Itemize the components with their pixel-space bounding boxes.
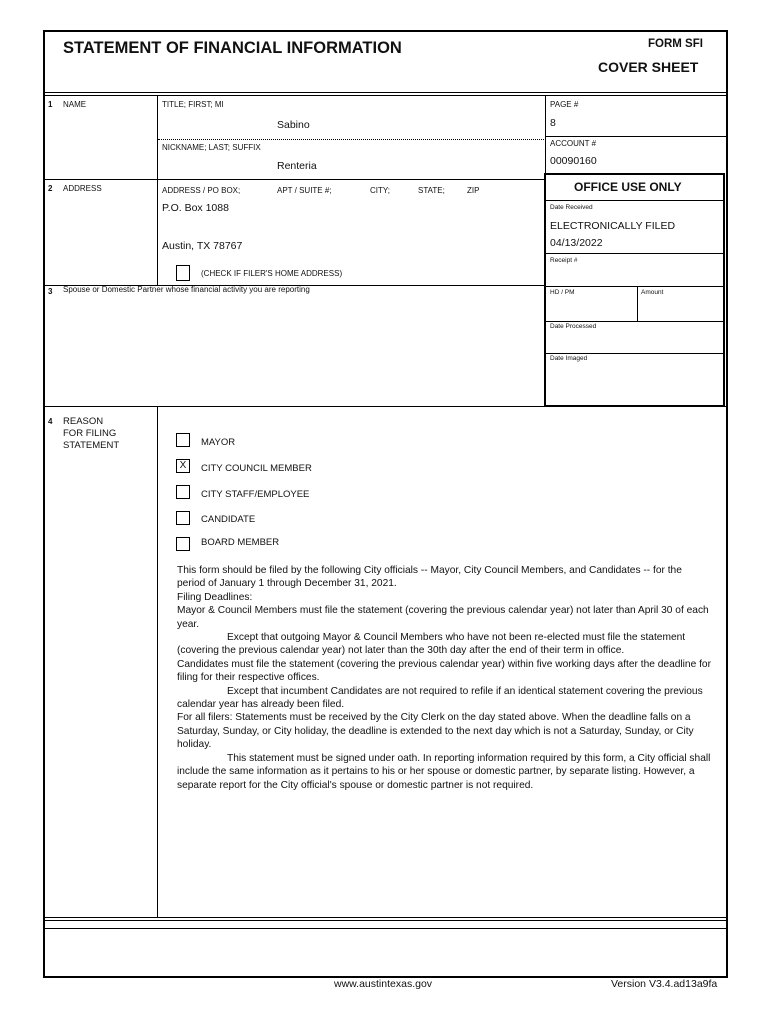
account-label: ACCOUNT #: [550, 139, 597, 148]
form-id: FORM SFI: [648, 38, 703, 50]
apt-suite-label: APT / SUITE #;: [277, 186, 332, 195]
section1-label: NAME: [63, 100, 87, 109]
blank-row-divider: [43, 928, 728, 929]
address-po-box-label: ADDRESS / PO BOX;: [162, 186, 241, 195]
header-divider: [43, 92, 728, 93]
date-imaged-label: Date Imaged: [550, 355, 588, 362]
board-member-option-label: BOARD MEMBER: [201, 537, 280, 548]
home-address-checkbox[interactable]: [176, 265, 190, 281]
section1-number: 1: [48, 100, 53, 109]
candidate-checkbox[interactable]: [176, 511, 190, 525]
board-member-checkbox[interactable]: [176, 537, 190, 551]
instructions-oath: This statement must be signed under oath. In reporting information required by this form, a City official shall include the same information as it pertains to his or her spouse or domestic partner, by separate listing. However, a separate report for the City official's spouse or domestic partner is not required.: [177, 752, 711, 791]
title-first-mi-label: TITLE; FIRST; MI: [162, 100, 224, 109]
header-divider-2: [43, 95, 728, 96]
instructions-mayor-council: Mayor & Council Members must file the statement (covering the previous calendar year) not later than April 30 of each year.: [177, 605, 709, 630]
receipt-label: Receipt #: [550, 257, 578, 264]
filing-instructions: [177, 564, 712, 792]
cover-sheet-label: COVER SHEET: [598, 59, 699, 75]
page-account-divider: [545, 136, 728, 137]
section4-bottom-divider: [43, 917, 728, 918]
instructions-incumbent: Except that incumbent Candidates are not required to refile if an identical statement covering the previous calendar year has already been filed.: [177, 685, 703, 711]
section2-number: 2: [48, 184, 53, 193]
address-line1: P.O. Box 1088: [162, 202, 229, 214]
hdpm-amount-divider: [637, 286, 638, 321]
page-value: 8: [550, 117, 556, 129]
filed-status: ELECTRONICALLY FILED: [550, 220, 676, 232]
office-use-divider-2: [546, 253, 723, 254]
filed-date: 04/13/2022: [550, 237, 603, 249]
home-address-check-label: (CHECK IF FILER'S HOME ADDRESS): [201, 269, 343, 278]
office-use-title: OFFICE USE ONLY: [574, 180, 682, 194]
hdpm-label: HD / PM: [550, 289, 575, 296]
label-column-divider-top: [157, 95, 158, 285]
section4-number: 4: [48, 417, 53, 426]
city-council-member-option-label: CITY COUNCIL MEMBER: [201, 463, 312, 474]
section4-label-line3: STATEMENT: [63, 440, 120, 451]
date-received-label: Date Received: [550, 204, 593, 211]
city-council-member-checkbox[interactable]: X: [176, 459, 190, 473]
section4-bottom-divider-2: [43, 920, 728, 921]
form-title: STATEMENT OF FINANCIAL INFORMATION: [63, 39, 402, 57]
footer-version: Version V3.4.ad13a9fa: [611, 978, 718, 990]
section3-bottom-divider: [43, 406, 728, 407]
candidate-option-label: CANDIDATE: [201, 514, 256, 525]
office-use-divider-3: [546, 286, 723, 287]
zip-label: ZIP: [467, 186, 480, 195]
page-label: PAGE #: [550, 100, 579, 109]
amount-label: Amount: [641, 289, 664, 296]
city-staff-employee-checkbox[interactable]: [176, 485, 190, 499]
instructions-outgoing: Except that outgoing Mayor & Council Members who have not been re-elected must file the statement (covering the previous calendar year) not later than the 30th day after the end of their term in office.: [177, 632, 686, 657]
mayor-option-label: MAYOR: [201, 437, 236, 448]
city-label: CITY;: [370, 186, 390, 195]
date-processed-label: Date Processed: [550, 323, 597, 330]
section4-label-line1: REASON: [63, 416, 104, 427]
label-column-divider-bottom: [157, 406, 158, 917]
section3-label: Spouse or Domestic Partner whose financial activity you are reporting: [63, 285, 310, 294]
office-use-divider-1: [546, 200, 723, 201]
instructions-intro: This form should be filed by the following City officials -- Mayor, City Council Members, and Candidates -- for the period of January 1 through December 31, 2021.: [177, 565, 682, 590]
footer-website: www.austintexas.gov: [334, 978, 433, 990]
filing-deadlines-heading: Filing Deadlines:: [177, 591, 253, 603]
city-staff-employee-option-label: CITY STAFF/EMPLOYEE: [201, 489, 310, 500]
section1-bottom-divider: [43, 179, 545, 180]
nickname-last-suffix-label: NICKNAME; LAST; SUFFIX: [162, 143, 261, 152]
section2-label: ADDRESS: [63, 184, 102, 193]
name-dotted-divider: [158, 139, 544, 140]
office-use-divider-4: [546, 321, 723, 322]
right-column-divider: [545, 95, 546, 179]
section3-number: 3: [48, 287, 53, 296]
first-name-value: Sabino: [277, 119, 310, 131]
section4-label-line2: FOR FILING: [63, 428, 117, 439]
mayor-checkbox[interactable]: [176, 433, 190, 447]
last-name-value: Renteria: [277, 160, 317, 172]
instructions-all-filers: For all filers: Statements must be received by the City Clerk on the day stated above. When the deadline falls on a Saturday, Sunday, or City holiday, the deadline is extended to the next day which is not a Saturday, Sunday, or City holiday.: [177, 712, 694, 751]
instructions-candidates: Candidates must file the statement (covering the previous calendar year) within five working days after the deadline for filing for their respective offices.: [177, 658, 711, 684]
account-value: 00090160: [550, 155, 597, 167]
office-use-divider-5: [546, 353, 723, 354]
state-label: STATE;: [418, 186, 445, 195]
address-line2: Austin, TX 78767: [162, 240, 243, 252]
